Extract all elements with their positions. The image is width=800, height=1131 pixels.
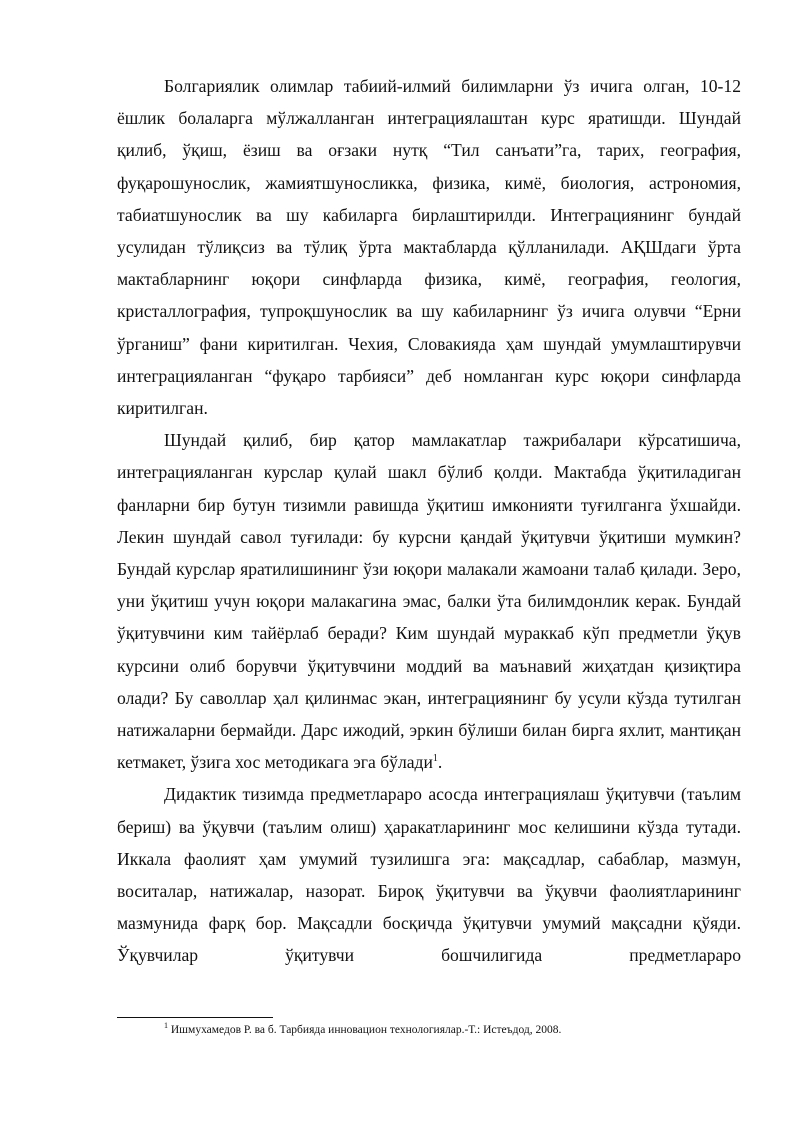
footnote-separator — [117, 1017, 273, 1018]
footnote-number: 1 — [164, 1021, 168, 1031]
body-text — [117, 70, 741, 972]
paragraph-1: Болгариялик олимлар табиий-илмий билимларни ўз ичига олган, 10-12 ёшлик болаларга мўлжалланган интеграциялаштан курс яратишди. Шундай қилиб, ўқиш, ёзиш ва оғзаки нутқ “Тил санъати”га, тарих, география, фуқарошунослик, жамиятшуносликка, физика, кимё, биология, астрономия, табиатшунослик ва шу кабиларга бирлаштирилди. Интеграциянинг бундай усулидан тўлиқсиз ва тўлиқ ўрта мактабларда қўлланилади. АҚШдаги ўрта мактабларнинг юқори синфларда физика, кимё, география, геология, кристаллография, тупроқшунослик ва шу кабиларнинг ўз ичига олувчи “Ерни ўрганиш” фани киритилган. Чехия, Словакияда ҳам шундай умумлаштирувчи интеграцияланган “фуқаро тарбияси” деб номланган курс юқори синфларда киритилган. — [117, 76, 741, 419]
paragraph-2-text: Шундай қилиб, бир қатор мамлакатлар тажрибалари кўрсатишича, интеграцияланган курслар қулай шакл бўлиб қолди. Мактабда ўқитиладиган фанларни бир бутун тизимли равишда ўқитиш имконияти туғилганга ўхшайди. Лекин шундай савол туғилади: бу курсни қандай ўқитувчи ўқитиши мумкин? Бундай курслар яратилишининг ўзи юқори малакали жамоани талаб қилади. Зеро, уни ўқитиш учун юқори малакагина эмас, балки ўта билимдонлик керак. Бундай ўқитувчини ким тайёрлаб беради? Ким шундай мураккаб кўп предметли ўқув курсини олиб борувчи ўқитувчини моддий ва маънавий жиҳатдан қизиқтира олади? Бу саволлар ҳал қилинмас экан, интеграциянинг бу усули кўзда тутилган натижаларни бермайди. Дарс ижодий, эркин бўлиши билан бирга яхлит, мантиқан кетмакет, ўзига хос методикага эга бўлади — [117, 430, 741, 773]
footnote-reference[interactable]: 1 — [432, 753, 438, 765]
footnote-text: Ишмухамедов Р. ва б. Тарбияда инновацион технологиялар.-Т.: Истеъдод, 2008. — [170, 1024, 562, 1036]
paragraph-2: Шундай қилиб, бир қатор мамлакатлар тажрибалари кўрсатишича, интеграцияланган курслар қулай шакл бўлиб қолди. Мактабда ўқитиладиган фанларни бир бутун тизимли равишда ўқитиш имконияти туғилганга ўхшайди. Лекин шундай савол туғилади: бу курсни қандай ўқитувчи ўқитиши мумкин? Бундай курслар яратилишининг ўзи юқори малакали жамоани талаб қилади. Зеро, уни ўқитиш учун юқори малакагина эмас, балки ўта билимдонлик керак. Бундай ўқитувчини ким тайёрлаб беради? Ким шундай мураккаб кўп предметли ўқув курсини олиб борувчи ўқитувчини моддий ва маънавий жиҳатдан қизиқтира олади? Бу саволлар ҳал қилинмас экан, интеграциянинг бу усули кўзда тутилган натижаларни бермайди. Дарс ижодий, эркин бўлиши билан бирга яхлит, мантиқан кетмакет, ўзига хос методикага эга бўлади$^1$. — [117, 430, 741, 773]
footnote — [164, 1022, 744, 1038]
paragraph-3: Дидактик тизимда предметлараро асосда интеграциялаш ўқитувчи (таълим бериш) ва ўқувчи (таълим олиш) ҳаракатларининг мос келишини кўзда тутади. Иккала фаолият ҳам умумий тузилишга эга: мақсадлар, сабаблар, мазмун, воситалар, натижалар, назорат. Бироқ ўқитувчи ва ўқувчи фаолиятларининг мазмунида фарқ бор. Мақсадли босқичда ўқитувчи умумий мақсадни қўяди. Ўқувчилар ўқитувчи бошчилигида предметлараро — [117, 784, 741, 966]
